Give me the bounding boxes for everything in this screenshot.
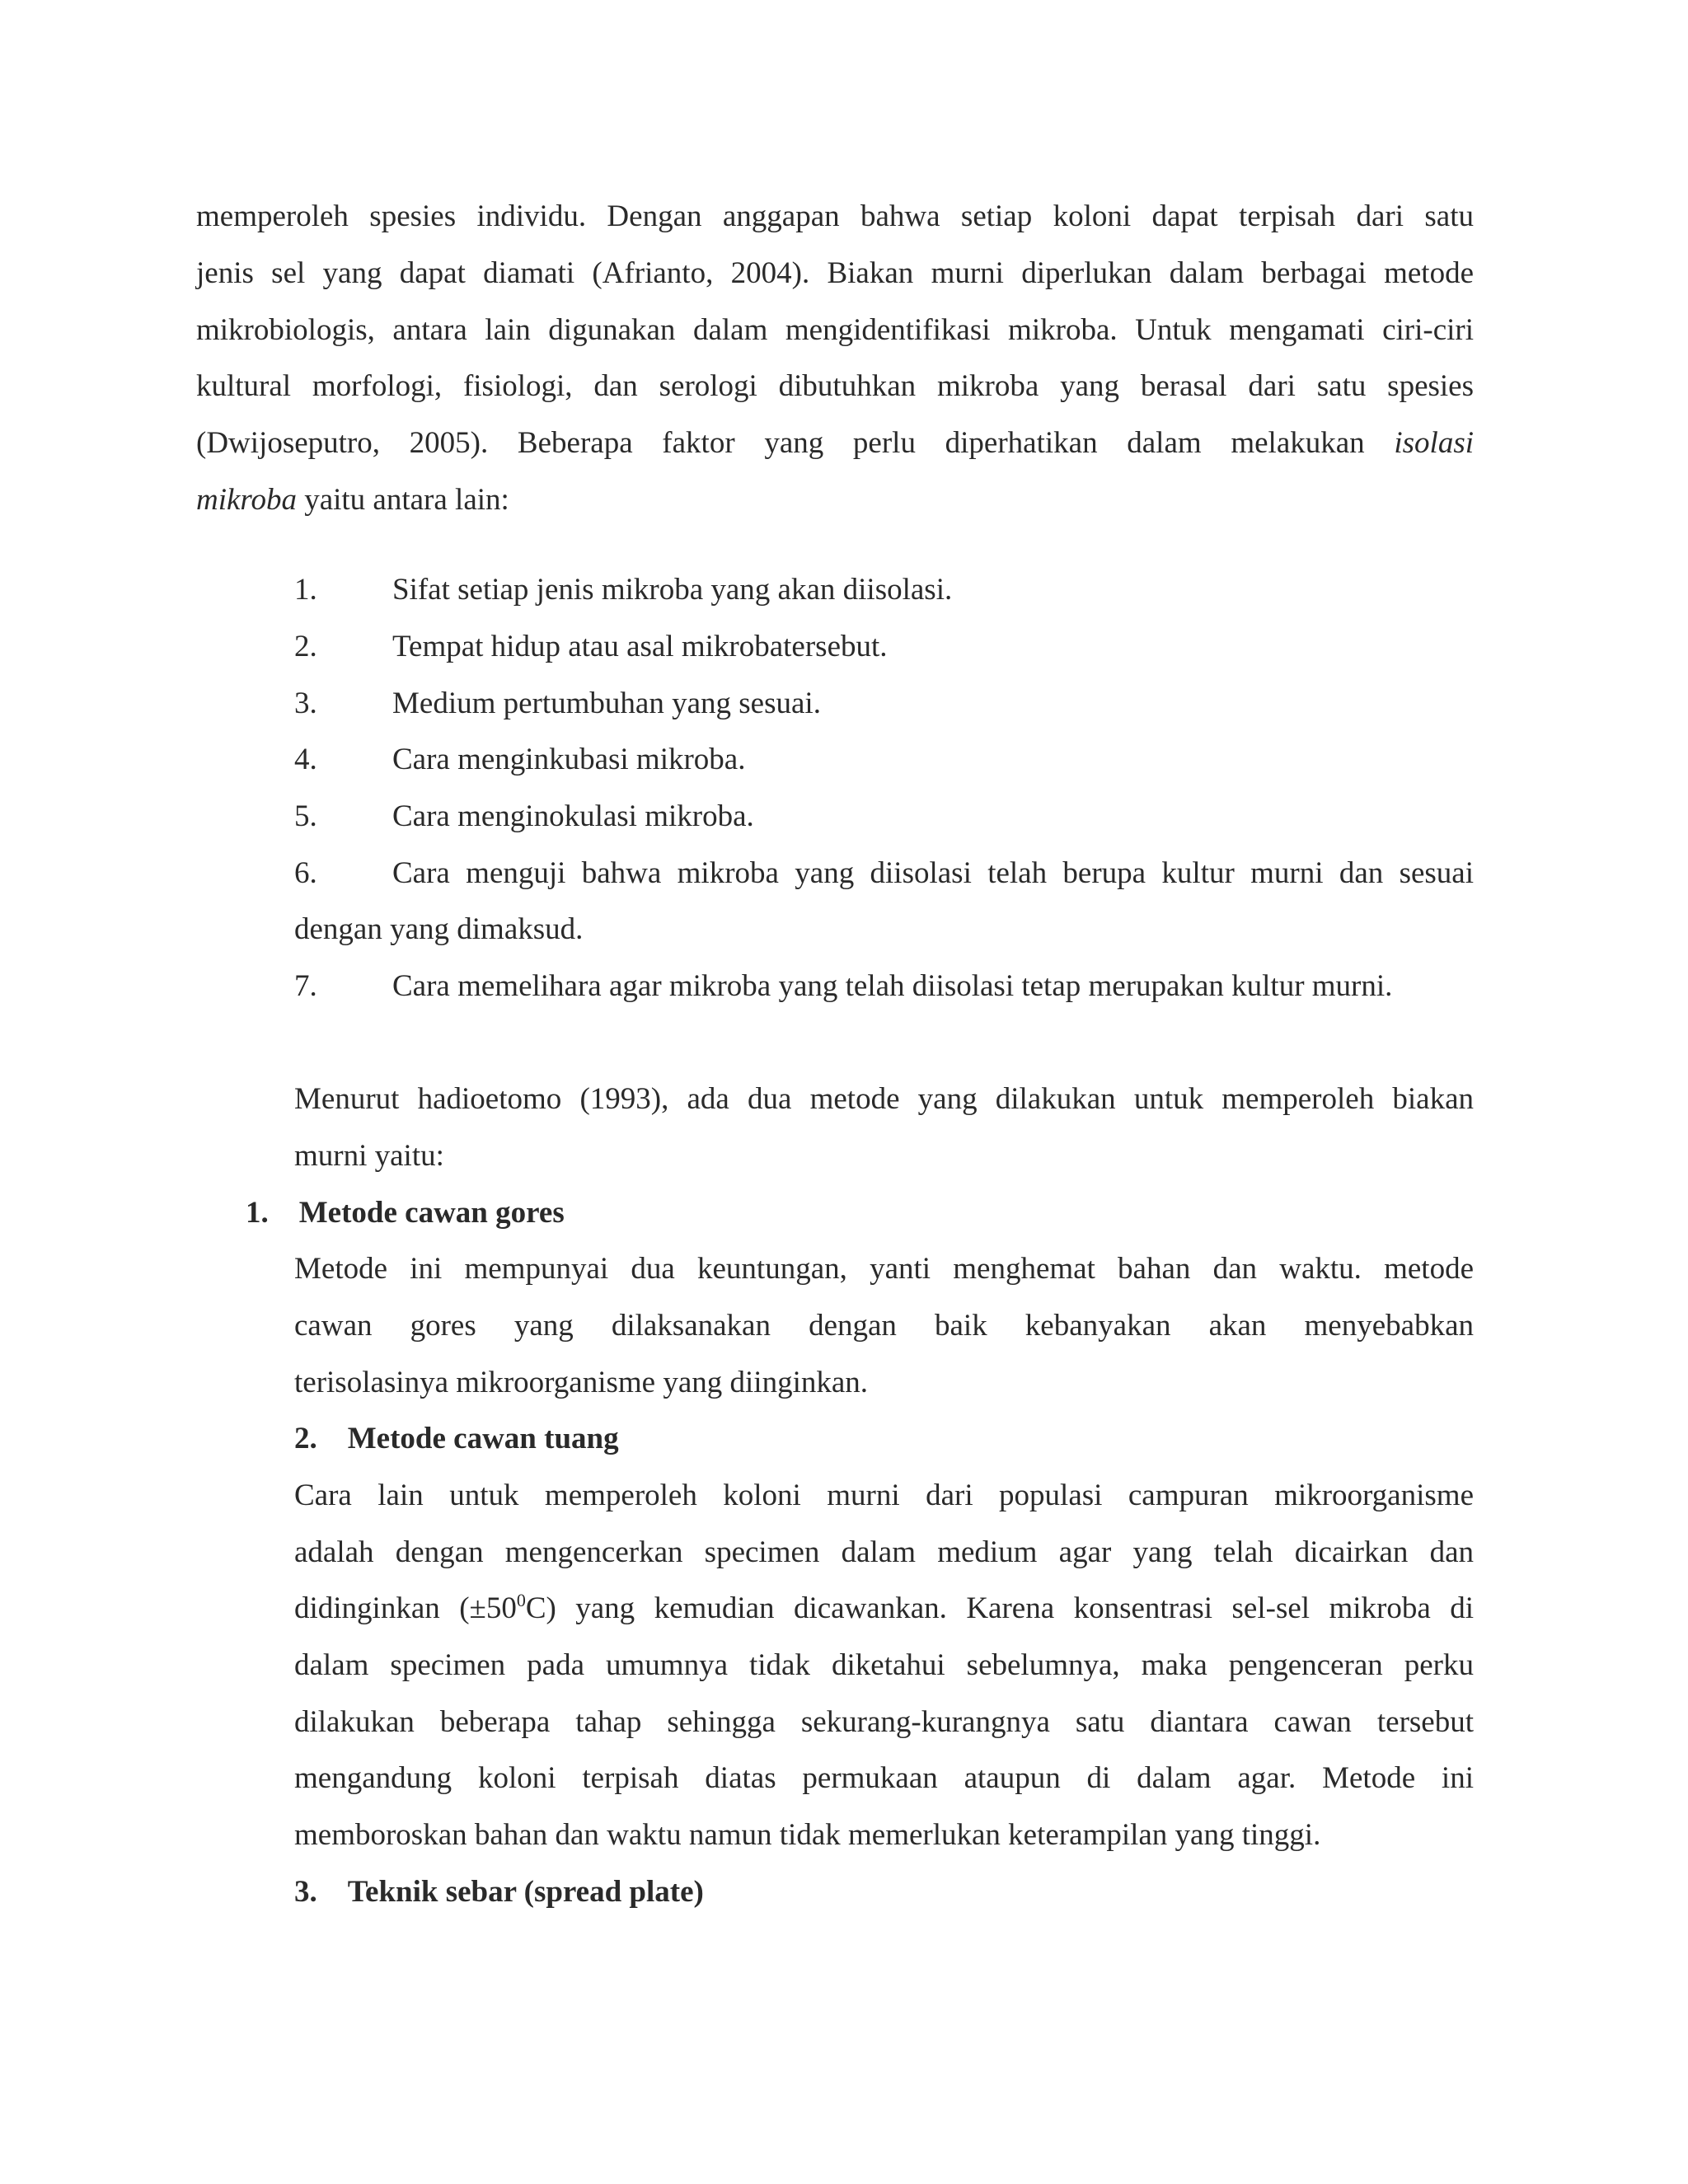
list-item (0, 688, 1688, 721)
method-2-line-7: memboroskan bahan dan waktu namun tidak memerlukan keterampilan yang tinggi. (294, 1818, 1321, 1852)
list-item-text: Cara memelihara agar mikroba yang telah diisolasi tetap merupakan kultur murni. (392, 969, 1393, 1003)
list-item-number: 6. (294, 856, 317, 890)
list-item-text: Cara menginkubasi mikroba. (392, 743, 746, 776)
method-1-line-3: terisolasinya mikroorganisme yang diinginkan. (294, 1366, 869, 1399)
method-1-line-1: Metode ini mempunyai dua keuntungan, yanti menghemat bahan dan waktu. metode (294, 1252, 1474, 1286)
list-item (0, 971, 1688, 1004)
list-item-number: 1. (294, 573, 317, 607)
intro-line-5 (196, 428, 1474, 458)
method-2-line-6: mengandung koloni terpisah diatas permukaan ataupun di dalam agar. Metode ini (294, 1761, 1474, 1795)
intro-line-6 (196, 485, 1474, 515)
method-1-heading: 1. Metode cawan gores (246, 1196, 565, 1230)
list-item (0, 574, 1688, 607)
intro-line-4: kultural morfologi, fisiologi, dan serologi dibutuhkan mikroba yang berasal dari satu spesies (196, 369, 1474, 403)
intro-line-6-text: yaitu antara lain: (296, 483, 509, 517)
list-item-continuation: dengan yang dimaksud. (294, 912, 584, 946)
list-item (0, 858, 1688, 891)
method-2-line-2: adalah dengan mengencerkan specimen dalam medium agar yang telah dicairkan dan (294, 1535, 1474, 1569)
methods-intro-line-1: Menurut hadioetomo (1993), ada dua metode yang dilakukan untuk memperoleh biakan (294, 1082, 1474, 1116)
method-1-line-2: cawan gores yang dilaksanakan dengan baik kebanyakan akan menyebabkan (294, 1309, 1474, 1343)
method-2-line-4: dalam specimen pada umumnya tidak diketahui sebelumnya, maka pengenceran perku (294, 1648, 1474, 1682)
intro-line-5-text: (Dwijoseputro, 2005). Beberapa faktor yang perlu diperhatikan dalam melakukan (196, 426, 1365, 460)
intro-line-1: memperoleh spesies individu. Dengan anggapan bahwa setiap koloni dapat terpisah dari satu (196, 199, 1474, 233)
method-2-heading: 2. Metode cawan tuang (294, 1422, 619, 1455)
method-3-heading: 3. Teknik sebar (spread plate) (294, 1875, 704, 1909)
method-2-line-5: dilakukan beberapa tahap sehingga sekurang-kurangnya satu diantara cawan tersebut (294, 1705, 1474, 1739)
intro-line-2: jenis sel yang dapat diamati (Afrianto, 2004). Biakan murni diperlukan dalam berbagai metode (196, 256, 1474, 290)
list-item-text: Sifat setiap jenis mikroba yang akan diisolasi. (392, 573, 953, 607)
list-item-number: 7. (294, 969, 317, 1003)
method-2-line-1: Cara lain untuk memperoleh koloni murni dari populasi campuran mikroorganisme (294, 1479, 1474, 1512)
list-item-number: 5. (294, 799, 317, 833)
list-item (0, 631, 1688, 664)
list-item-number: 4. (294, 743, 317, 776)
method-2-line-3b: C) yang kemudian dicawankan. Karena konsentrasi sel-sel mikroba di (525, 1591, 1474, 1625)
list-item-number: 3. (294, 687, 317, 720)
list-item-text: Cara menginokulasi mikroba. (392, 799, 754, 833)
degree-superscript: 0 (516, 1590, 526, 1610)
method-2-line-3 (294, 1590, 1474, 1625)
methods-intro-line-2: murni yaitu: (294, 1139, 444, 1173)
list-item-number: 2. (294, 630, 317, 663)
intro-line-6-italic: mikroba (196, 483, 297, 517)
intro-line-5-italic: isolasi (1394, 426, 1474, 460)
list-item (0, 744, 1688, 777)
method-2-line-3a: didinginkan (±50 (294, 1591, 517, 1625)
list-item-text: Tempat hidup atau asal mikrobatersebut. (392, 630, 888, 663)
list-item-text: Medium pertumbuhan yang sesuai. (392, 687, 821, 720)
list-item (0, 801, 1688, 834)
intro-line-3: mikrobiologis, antara lain digunakan dalam mengidentifikasi mikroba. Untuk mengamati ciri-ciri (196, 313, 1474, 347)
list-item-text: Cara menguji bahwa mikroba yang diisolasi telah berupa kultur murni dan sesuai (392, 856, 1474, 890)
